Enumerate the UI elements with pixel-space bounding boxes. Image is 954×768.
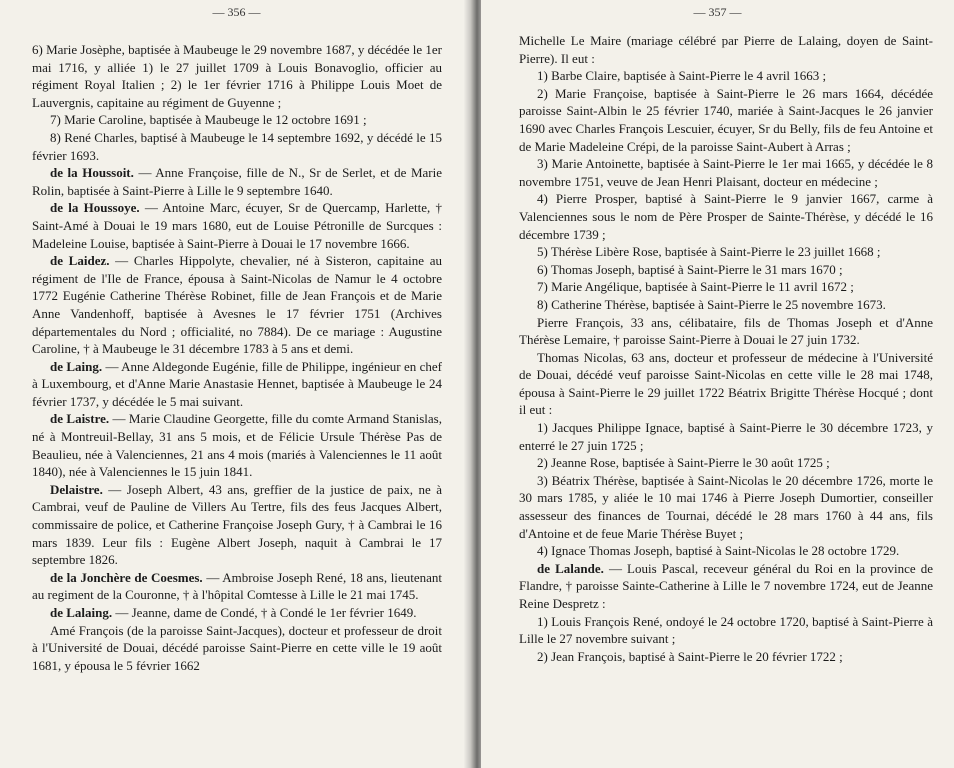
paragraph: 2) Jean François, baptisé à Saint-Pierre le 20 février 1722 ; <box>537 648 843 664</box>
paragraph: 5) Thérèse Libère Rose, baptisée à Saint-Pierre le 23 juillet 1668 ; <box>537 244 881 260</box>
paragraph: 7) Marie Angélique, baptisée à Saint-Pierre le 11 avril 1672 ; <box>537 279 854 295</box>
paragraph: Thomas Nicolas, 63 ans, docteur et professeur de médecine à l'Université de Douai, décédé veuf paroisse Saint-Nicolas en cette ville le 28 mai 1748, épousa à Saint-Pierre le 29 juillet 1722 Béatrix Brigitte Thérèse Hocqué ; dont il eut : <box>519 349 933 418</box>
paragraph: 4) Pierre Prosper, baptisé à Saint-Pierre le 9 janvier 1667, carme à Valenciennes sous le nom de Père Prosper de Sainte-Thérèse, y décédé le 16 décembre 1739 ; <box>519 191 933 242</box>
paragraph: 6) Thomas Joseph, baptisé à Saint-Pierre le 31 mars 1670 ; <box>537 261 843 277</box>
paragraph: 1) Barbe Claire, baptisée à Saint-Pierre le 4 avril 1663 ; <box>537 68 827 84</box>
paragraph: 4) Ignace Thomas Joseph, baptisé à Saint-Nicolas le 28 octobre 1729. <box>537 543 900 559</box>
paragraph: de Laing. — Anne Aldegonde Eugénie, fille de Philippe, ingénieur en chef à Luxembourg, et d'Anne Marie Anastasie Hennet, baptisée à Maubeuge le 24 février 1737, y décédée le 5 mai suivant. <box>32 358 442 409</box>
page-number: — 357 — <box>693 5 742 19</box>
paragraph: 3) Béatrix Thérèse, baptisée à Saint-Nicolas le 20 décembre 1726, morte le 30 mars 1785, y aliée le 10 mai 1746 à Pierre Joseph Dumortier, conseiller assesseur des finances de Tournai, décédé le 28 mars 1760 à 44 ans, fils d'Antoine et de feue Marie Thérèse Buyet ; <box>519 472 933 541</box>
paragraph: de Laistre. — Marie Claudine Georgette, fille du comte Armand Stanislas, né à Montreuil-Bellay, 31 ans 5 mois, et de Félicie Ursule Thérèse Pas de Beaulieu, née à Valenciennes, 21 ans 4 mois (mariés à Valenciennes le 11 août 1840), née à Valenciennes le 15 juin 1841. <box>32 411 442 480</box>
paragraph: de Lalande. — Louis Pascal, receveur général du Roi en la province de Flandre, † paroisse Sainte-Catherine à Lille le 7 novembre 1724, eut de Jeanne Reine Despretz : <box>519 560 934 611</box>
right-page <box>481 0 954 768</box>
paragraph: de la Houssoit. — Anne Françoise, fille de N., Sr de Serlet, et de Marie Rolin, baptisée à Saint-Pierre à Lille le 9 septembre 1640. <box>32 165 443 198</box>
paragraph: 3) Marie Antoinette, baptisée à Saint-Pierre le 1er mai 1665, y décédée le 8 novembre 1751, veuve de Jean Henri Plaisant, docteur en médecine ; <box>519 156 933 189</box>
paragraph: 6) Marie Josèphe, baptisée à Maubeuge le 29 novembre 1687, y décédée le 1er mai 1716, y alliée 1) le 27 juillet 1709 à Louis Bonavoglio, officier au régiment Royal Italien ; 2) le 1er février 1716 à Philippe Louis Moet de Lauvergnis, capitaine au régiment de Guyenne ; <box>32 42 442 110</box>
paragraph: de la Houssoye. — Antoine Marc, écuyer, Sr de Quercamp, Harlette, † Saint-Amé à Douai le 19 mars 1680, eut de Louise Pétronille de Surcques : Madeleine Louise, baptisée à Saint-Pierre à Douai le 17 novembre 1666. <box>32 200 443 251</box>
paragraph: 8) Catherine Thérèse, baptisée à Saint-Pierre le 25 novembre 1673. <box>537 296 886 312</box>
paragraph: Amé François (de la paroisse Saint-Jacques), docteur et professeur de droit à l'Université de Douai, décédé paroisse Saint-Pierre en cette ville le 19 août 1681, y épousa le 5 février 1662 <box>32 622 442 673</box>
paragraph: Michelle Le Maire (mariage célébré par Pierre de Lalaing, doyen de Saint-Pierre). Il eut : <box>519 33 933 66</box>
paragraph: 8) René Charles, baptisé à Maubeuge le 14 septembre 1692, y décédé le 15 février 1693. <box>32 129 442 163</box>
page-text <box>32 41 442 674</box>
paragraph: de Lalaing. — Jeanne, dame de Condé, † à Condé le 1er février 1649. <box>50 605 417 620</box>
paragraph: Delaistre. — Joseph Albert, 43 ans, greffier de la justice de paix, ne à Cambrai, veuf de Pauline de Villers Au Tertre, fils des feus Jacques Albert, commissaire de police, et Catherine Françoise Joseph Gury, † à Cambrai le 16 mars 1839. Leur fils : Eugène Albert Joseph, naquit à Cambrai le 17 septembre 1826. <box>32 481 442 568</box>
paragraph: 1) Louis François René, ondoyé le 24 octobre 1720, baptisé à Saint-Pierre à Lille le 27 novembre suivant ; <box>519 613 933 647</box>
paragraph: Pierre François, 33 ans, célibataire, fils de Thomas Joseph et d'Anne Thérèse Lemaire, † paroisse Saint-Pierre à Douai le 27 juin 1732. <box>519 314 933 348</box>
paragraph: 2) Marie Françoise, baptisée à Saint-Pierre le 26 mars 1664, décédée paroisse Saint-Albin le 25 février 1740, mariée à Saint-Jacques le 26 janvier 1690 avec Charles François Lescuier, écuyer, Sr du Belly, fils de feu Antoine et de Marie Madeleine Crépi, de la paroisse Saint-Aubert à Arras ; <box>519 85 933 154</box>
paragraph: de la Jonchère de Coesmes. — Ambroise Joseph René, 18 ans, lieutenant au regiment de la Couronne, † à l'hôpital Comtesse à Lille le 21 mai 1745. <box>32 569 442 603</box>
page-number: — 356 — <box>212 5 261 19</box>
paragraph: de Laidez. — Charles Hippolyte, chevalier, né à Sisteron, capitaine au régiment de l'Ile de France, épousa à Saint-Nicolas de Namur le 4 octobre 1772 Eugénie Catherine Thérèse Robinet, fille de Jean François et de Marie Anne Vandenhoff, baptisée à Avesnes le 17 février 1751 (Archives départementales du Nord ; officialité, no 7884). De ce mariage : Augustine Caroline, † à Maubeuge le 31 décembre 1783 à 5 ans et demi. <box>32 253 442 357</box>
paragraph: 1) Jacques Philippe Ignace, baptisé à Saint-Pierre le 30 décembre 1723, y enterré le 27 juin 1725 ; <box>519 420 933 453</box>
paragraph: 7) Marie Caroline, baptisée à Maubeuge le 12 octobre 1691 ; <box>50 112 367 128</box>
left-page <box>0 0 473 768</box>
page-text <box>519 32 933 665</box>
paragraph: 2) Jeanne Rose, baptisée à Saint-Pierre le 30 août 1725 ; <box>537 455 830 471</box>
